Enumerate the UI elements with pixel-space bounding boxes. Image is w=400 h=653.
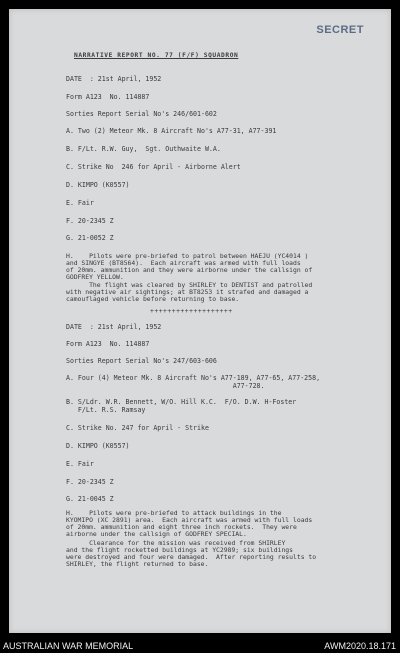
report2-item-e: E. Fair <box>66 460 94 468</box>
report2-item-a-continued: A77-728. <box>66 382 265 390</box>
report1-sorties: Sorties Report Serial No's 246/601-602 <box>66 110 217 118</box>
report1-item-e: E. Fair <box>66 199 94 207</box>
report2-item-f: F. 20-2345 Z <box>66 478 114 486</box>
report2-item-a: A. Four (4) Meteor Mk. 8 Aircraft No's A77-189, A77-65, A77-258, <box>66 374 321 382</box>
footer-institution: AUSTRALIAN WAR MEMORIAL <box>3 641 134 651</box>
report2-item-h: H. Pilots were pre-briefed to attack buildings in the KYOMIPO (XC 2891) area. Each aircraft was armed with full loads of 20mm. ammunition and eight three inch rockets. They were airborne under the callsign of GODFREY SPECIAL. <box>66 509 313 539</box>
section-separator: +++++++++++++++++++ <box>150 307 233 315</box>
report2-item-b: B. S/Ldr. W.R. Bennett, W/O. Hill K.C. F/O. D.W. H-Foster <box>66 398 297 406</box>
report1-item-g: G. 21-0052 Z <box>66 234 114 242</box>
report1-form: Form A123 No. 114887 <box>66 93 150 101</box>
report2-form: Form A123 No. 114887 <box>66 340 150 348</box>
report2-item-d: D. KIMPO (K0557) <box>66 442 130 450</box>
report1-item-f: F. 20-2345 Z <box>66 217 114 225</box>
report1-item-b: B. F/Lt. R.W. Guy, Sgt. Outhwaite W.A. <box>66 145 221 153</box>
report2-item-g: G. 21-0045 Z <box>66 495 114 503</box>
report1-item-c: C. Strike No 246 for April - Airborne Alert <box>66 163 241 171</box>
report2-item-b-continued: F/Lt. R.S. Ramsay <box>66 406 146 414</box>
report1-item-d: D. KIMPO (K0557) <box>66 181 130 189</box>
report1-item-a: A. Two (2) Meteor Mk. 8 Aircraft No's A77-31, A77-391 <box>66 127 277 135</box>
report2-item-h-continued: Clearance for the mission was received from SHIRLEY and the flight rocketted buildings at YC2989; six buildings were destroyed and four were damaged. After reporting results to SHIRLEY, the flight returned to base. <box>66 539 317 569</box>
report1-item-h-continued: The flight was cleared by SHIRLEY to DENTIST and patrolled with negative air sightings; at BT8253 it strafed and damaged a camouflaged vehicle before returning to base. <box>66 281 313 304</box>
report2-date: DATE : 21st April, 1952 <box>66 323 162 331</box>
report1-item-h: H. Pilots were pre-briefed to patrol between HAEJU (YC4014 ) and SINGYE (BT8564). Each aircraft was armed with full loads of 20mm. ammunition and they were airborne under the callsign of GODFREY YELLOW. <box>66 252 313 282</box>
report-heading: NARRATIVE REPORT NO. 77 (F/F) SQUADRON <box>74 52 239 59</box>
report2-item-c: C. Strike No. 247 for April - Strike <box>66 424 209 432</box>
report2-sorties: Sorties Report Serial No's 247/603-606 <box>66 357 217 365</box>
secret-stamp: SECRET <box>316 24 364 36</box>
footer-accession-number: AWM2020.18.171 <box>324 641 396 651</box>
report1-date: DATE : 21st April, 1952 <box>66 75 162 83</box>
